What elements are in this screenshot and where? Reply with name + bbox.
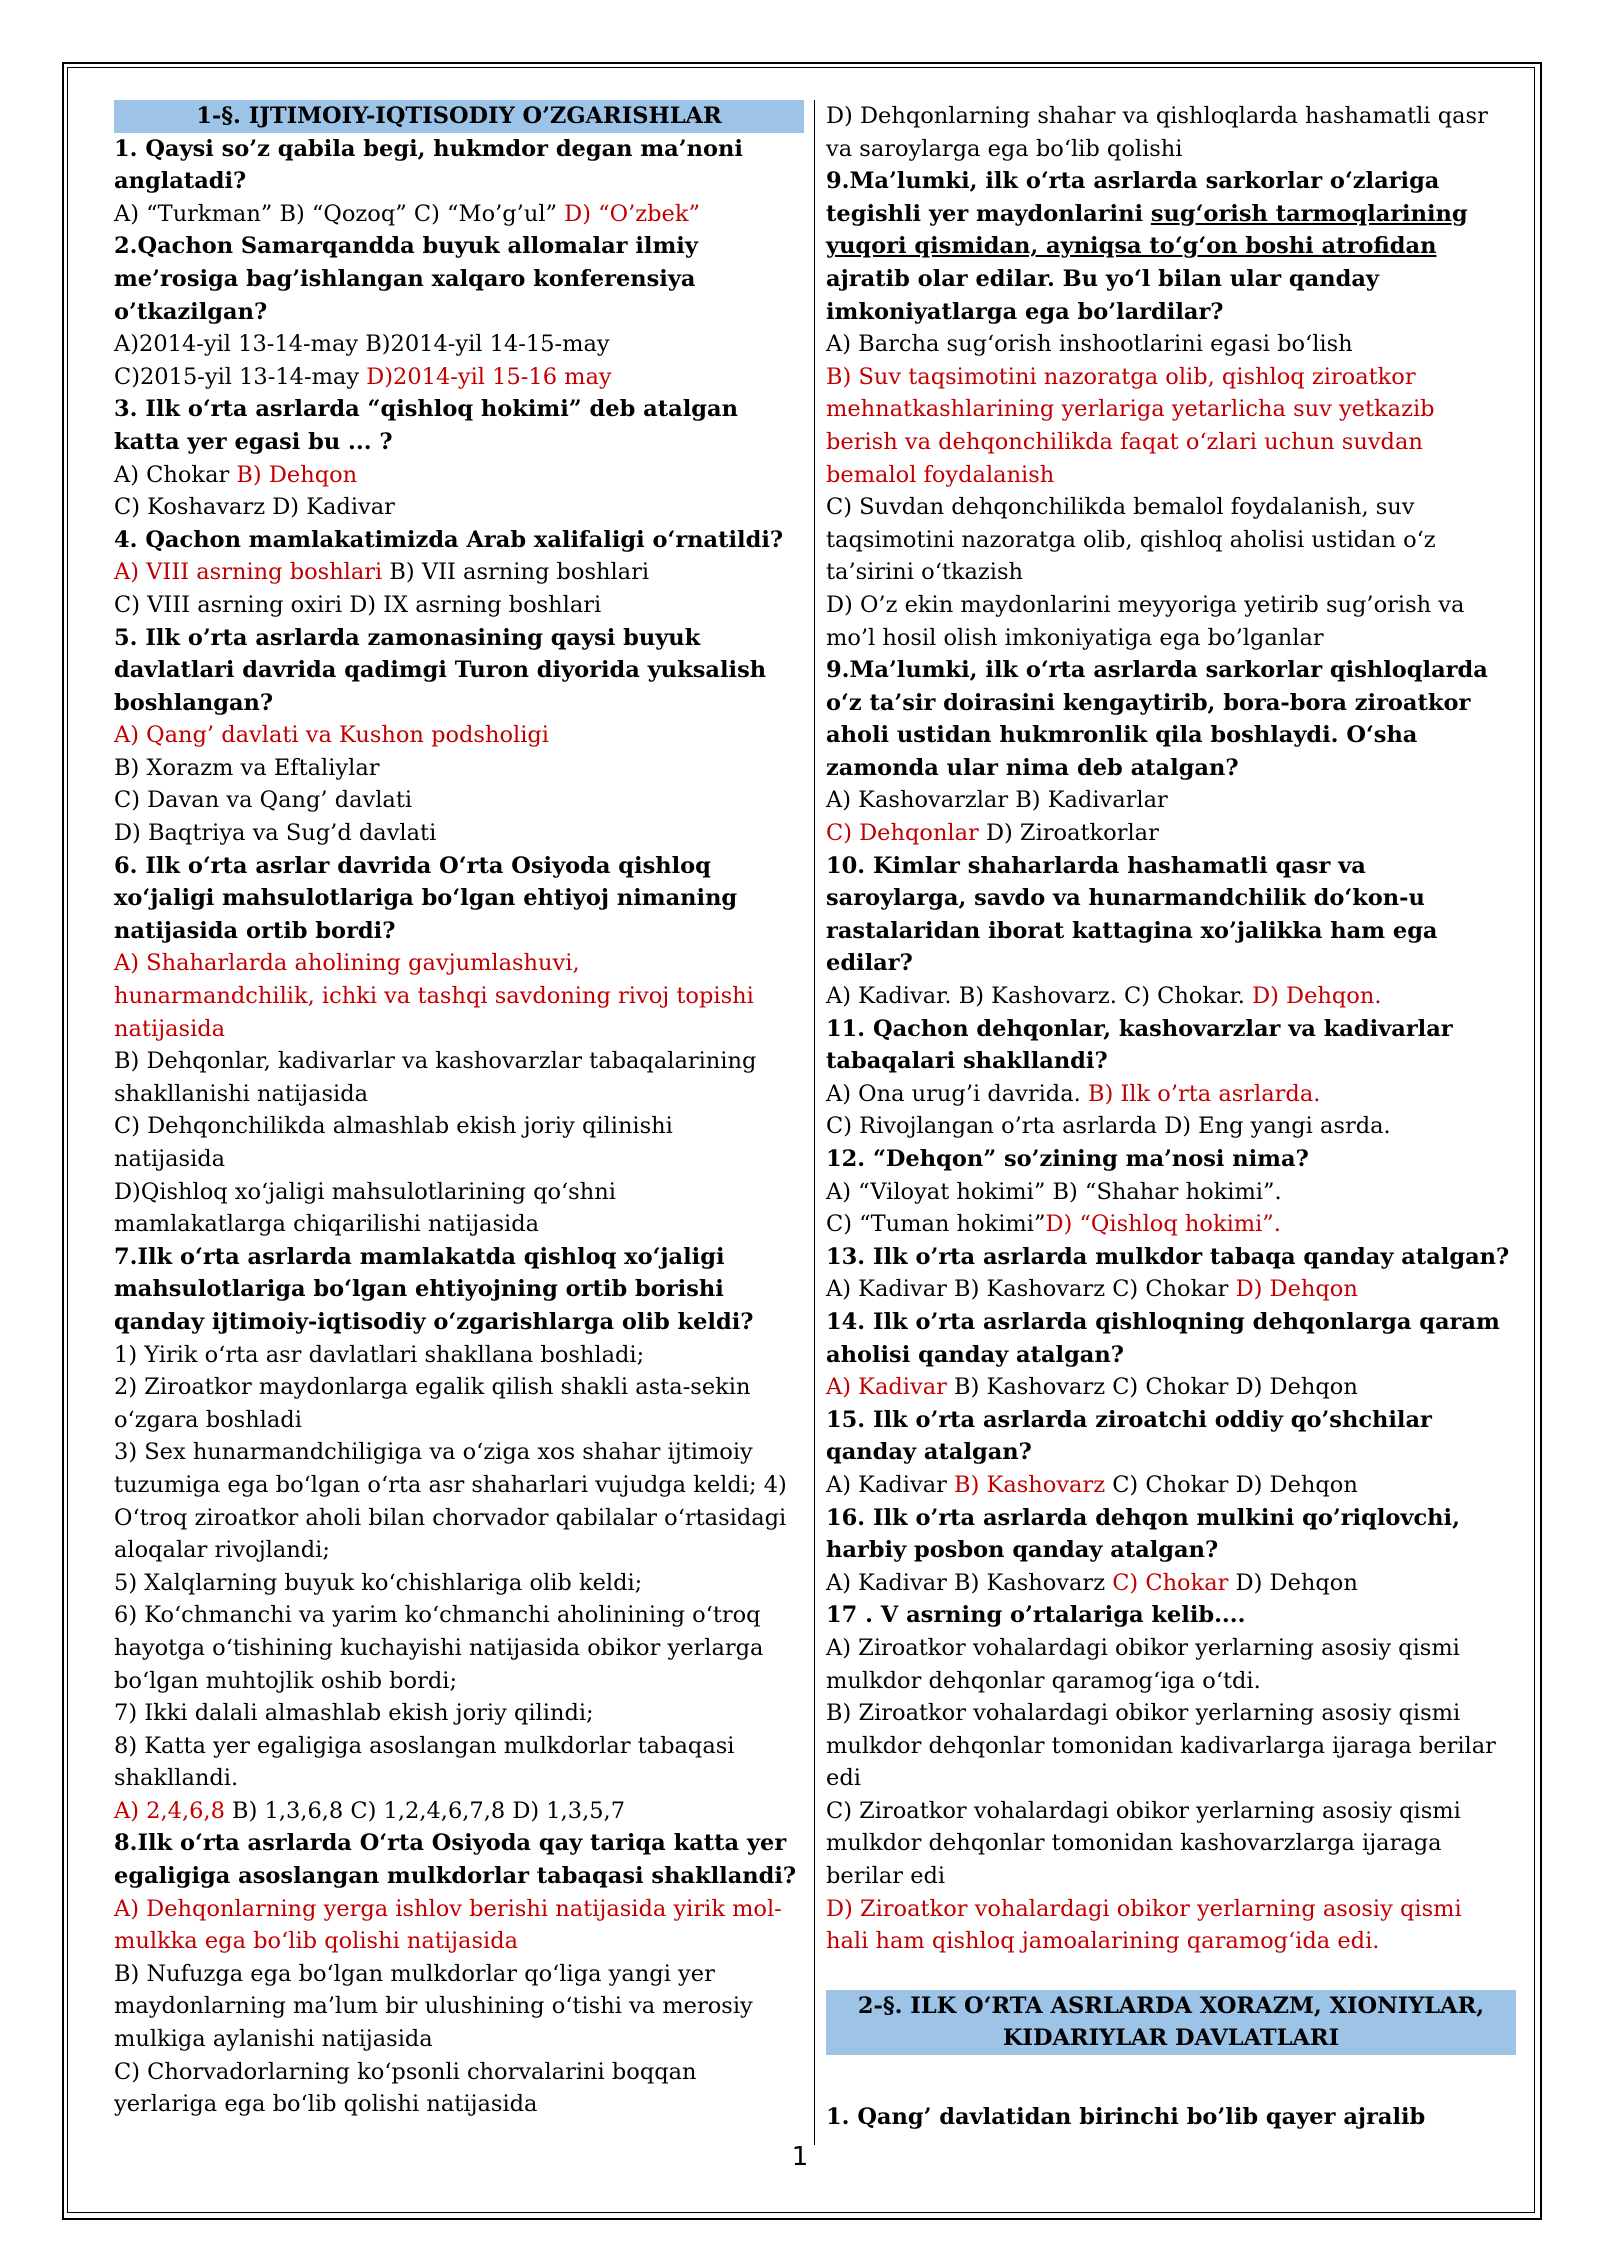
correct-answer-text: A) Kadivar: [826, 1374, 947, 1401]
text-line: [826, 1502, 1516, 1535]
correct-answer-text: B) Suv taqsimotini nazoratga olib, qishloq ziroatkor: [826, 363, 1416, 390]
text-line: [826, 100, 1516, 133]
text-line: [826, 784, 1516, 817]
text-line: [114, 491, 804, 524]
question-text: 3. Ilk o‘rta asrlarda “qishloq hokimi” deb atalgan: [114, 396, 738, 423]
right-question-list-section-2: [826, 2101, 1516, 2134]
text-line: [114, 622, 804, 655]
correct-answer-text: hali ham qishloq jamoalarining qaramog‘ida edi.: [826, 1928, 1380, 1955]
question-text: xo‘jaligi mahsulotlariga bo‘lgan ehtiyoj nimaning: [114, 885, 738, 912]
text-line: [114, 1665, 804, 1698]
section-1-header: 1-§. IJTIMOIY-IQTISODIY O’ZGARISHLAR: [114, 100, 804, 133]
section-2-header-line1: 2-§. ILK O‘RTA ASRLARDA XORAZM, XIONIYLAR,: [857, 1992, 1485, 2019]
answer-text: 8) Katta yer egaligiga asoslangan mulkdorlar tabaqasi: [114, 1732, 735, 1759]
right-question-list: [826, 100, 1516, 1958]
text-line: [826, 263, 1516, 296]
question-text: egaligiga asoslangan mulkdorlar tabaqasi shakllandi?: [114, 1863, 797, 1890]
answer-text: C) Ziroatkor vohalardagi obikor yerlarning asosiy qismi: [826, 1797, 1461, 1824]
page-number: 1: [791, 2142, 809, 2172]
text-line: [826, 687, 1516, 720]
text-line: [826, 1632, 1516, 1665]
correct-answer-text: C) Chokar: [1112, 1569, 1229, 1596]
question-text: o’tkazilgan?: [114, 298, 268, 325]
correct-answer-text: mulkka ega bo‘lib qolishi natijasida: [114, 1928, 519, 1955]
text-line: [826, 1893, 1516, 1926]
question-text: 5. Ilk o’rta asrlarda zamonasining qaysi buyuk: [114, 624, 701, 651]
answer-text: B) VII asrning boshlari: [382, 559, 650, 586]
answer-text: A) “Turkman” B) “Qozoq” C) “Mo’g’ul”: [114, 200, 565, 227]
text-line: [114, 850, 804, 883]
question-text: 12. “Dehqon” so’zining ma’nosi nima?: [826, 1146, 1309, 1172]
answer-text: C)2015-yil 13-14-may: [114, 363, 367, 390]
text-line: [826, 915, 1516, 948]
answer-text: berilar edi: [826, 1863, 946, 1890]
answer-text: A) Ona urug’i davrida.: [826, 1080, 1088, 1107]
correct-answer-text: B) Dehqon: [236, 461, 358, 488]
text-line: [114, 947, 804, 980]
text-line: [114, 1502, 804, 1535]
question-text: 9.Ma’lumki, ilk o‘rta asrlarda sarkorlar o‘zlariga: [826, 168, 1440, 195]
text-line: [114, 752, 804, 785]
answer-text: C) Suvdan dehqonchilikda bemalol foydalanish, suv: [826, 494, 1415, 521]
text-line: [826, 1762, 1516, 1795]
question-text: 7.Ilk o‘rta asrlarda mamlakatda qishloq xo‘jaligi: [114, 1243, 725, 1270]
text-line: [826, 524, 1516, 557]
text-line: [826, 817, 1516, 850]
text-line: [114, 1241, 804, 1274]
answer-text: mamlakatlarga chiqarilishi natijasida: [114, 1211, 540, 1238]
answer-text: B) 1,3,6,8 C) 1,2,4,6,7,8 D) 1,3,5,7: [224, 1797, 626, 1824]
answer-text: va saroylarga ega bo‘lib qolishi: [826, 135, 1183, 162]
text-line: [114, 459, 804, 492]
text-line: [826, 1013, 1516, 1046]
answer-text: A) Kadivar B) Kashovarz: [826, 1569, 1113, 1596]
answer-text: C) Davan va Qang’ davlati: [114, 787, 413, 814]
question-text: natijasida ortib bordi?: [114, 917, 396, 944]
answer-text: C) “Tuman hokimi”: [826, 1211, 1046, 1238]
text-line: [826, 1534, 1516, 1567]
text-line: [826, 1827, 1516, 1860]
correct-answer-text: D) Dehqon.: [1252, 983, 1382, 1010]
question-text: 9.Ma’lumki, ilk o‘rta asrlarda sarkorlar qishloqlarda: [826, 657, 1488, 684]
section-2-header-line2: KIDARIYLAR DAVLATLARI: [1002, 2025, 1340, 2052]
text-line: [826, 589, 1516, 622]
answer-text: shakllandi.: [114, 1765, 239, 1792]
text-line: [826, 328, 1516, 361]
text-line: [114, 687, 804, 720]
text-line: [114, 1534, 804, 1567]
text-line: [826, 1306, 1516, 1339]
answer-text: mulkdor dehqonlar tomonidan kashovarzlarga ijaraga: [826, 1830, 1442, 1857]
answer-text: C) Chokar D) Dehqon: [1105, 1471, 1358, 1498]
section-2-header: [826, 1990, 1516, 2055]
correct-answer-text: mehnatkashlarining yerlariga yetarlicha suv yetkazib: [826, 396, 1435, 423]
text-line: [826, 850, 1516, 883]
answer-text: B) Xorazm va Eftaliylar: [114, 754, 380, 781]
text-line: [826, 1078, 1516, 1111]
answer-text: B) Nufuzga ega bo‘lgan mulkdorlar qo‘liga yangi yer: [114, 1960, 715, 1987]
text-line: [826, 165, 1516, 198]
correct-answer-text: B) Ilk o’rta asrlarda.: [1087, 1080, 1321, 1107]
correct-answer-text: natijasida: [114, 1015, 226, 1042]
answer-text: A) Kadivar: [826, 1471, 955, 1498]
question-text: 16. Ilk o’rta asrlarda dehqon mulkini qo’riqlovchi,: [826, 1504, 1460, 1531]
answer-text: 7) Ikki dalali almashlab ekish joriy qilindi;: [114, 1700, 594, 1727]
question-text: 13. Ilk o’rta asrlarda mulkdor tabaqa qanday atalgan?: [826, 1243, 1510, 1270]
question-text: aholi ustidan hukmronlik qila boshlaydi. O‘sha: [826, 722, 1418, 749]
text-line: [826, 556, 1516, 589]
question-text: katta yer egasi bu ... ?: [114, 428, 393, 455]
text-line: [826, 980, 1516, 1013]
question-text: anglatadi?: [114, 168, 247, 195]
text-line: [826, 491, 1516, 524]
text-line: [826, 1925, 1516, 1958]
question-text: tabaqalari shakllandi?: [826, 1048, 1108, 1075]
text-line: [114, 426, 804, 459]
text-line: [114, 230, 804, 263]
question-text: zamonda ular nima deb atalgan?: [826, 754, 1239, 781]
correct-answer-text: D) Dehqon: [1235, 1276, 1358, 1303]
question-text: yuqori qismidan, ayniqsa to‘g‘on boshi atrofidan: [826, 233, 1437, 260]
text-line: [826, 752, 1516, 785]
correct-answer-text: A) Shaharlarda aholining gavjumlashuvi,: [114, 950, 580, 977]
answer-text: C) Dehqonchilikda almashlab ekish joriy qilinishi: [114, 1113, 673, 1140]
correct-answer-text: A) Qang’ davlati va Kushon podsholigi: [114, 722, 550, 749]
answer-text: A)2014-yil 13-14-may B)2014-yil 14-15-may: [114, 331, 610, 358]
answer-text: 1) Yirik o‘rta asr davlatlari shakllana boshladi;: [114, 1341, 645, 1368]
question-text: 17 . V asrning o’rtalariga kelib....: [826, 1602, 1246, 1629]
text-line: [114, 328, 804, 361]
answer-text: ta’sirini o‘tkazish: [826, 559, 1024, 586]
text-line: [826, 654, 1516, 687]
text-line: [826, 1730, 1516, 1763]
answer-text: B) Ziroatkor vohalardagi obikor yerlarning asosiy qismi: [826, 1700, 1461, 1727]
answer-text: mulkdor dehqonlar tomonidan kadivarlarga ijaraga berilar: [826, 1732, 1496, 1759]
text-line: [826, 230, 1516, 263]
answer-text: taqsimotini nazoratga olib, qishloq aholisi ustidan o‘z: [826, 526, 1436, 553]
answer-text: A) Barcha sug‘orish inshootlarini egasi bo‘lish: [826, 331, 1353, 358]
answer-text: O‘troq ziroatkor aholi bilan chorvador qabilalar o‘rtasidagi: [114, 1504, 787, 1531]
answer-text: D)Qishloq xo‘jaligi mahsulotlarining qo‘shni: [114, 1178, 616, 1205]
question-text: 1. Qang’ davlatidan birinchi bo’lib qayer ajralib: [826, 2104, 1426, 2131]
answer-text: maydonlarning ma’lum bir ulushining o‘tishi va merosiy: [114, 1993, 753, 2020]
text-line: [114, 296, 804, 329]
question-text: 1. Qaysi so’z qabila begi, hukmdor degan ma’noni: [114, 135, 743, 162]
correct-answer-text: C) Dehqonlar: [826, 820, 979, 847]
answer-text: A) Kadivar. B) Kashovarz. C) Chokar.: [826, 983, 1253, 1010]
text-line: [114, 361, 804, 394]
question-text: 8.Ilk o‘rta asrlarda O‘rta Osiyoda qay tariqa katta yer: [114, 1830, 787, 1857]
correct-answer-text: hunarmandchilik, ichki va tashqi savdoning rivoj topishi: [114, 983, 754, 1010]
text-line: [114, 1730, 804, 1763]
text-line: [114, 817, 804, 850]
answer-text: 3) Sex hunarmandchiligiga va o‘ziga xos shahar ijtimoiy: [114, 1439, 753, 1466]
question-text: 6. Ilk o‘rta asrlar davrida O‘rta Osiyoda qishloq: [114, 852, 711, 879]
text-line: [826, 1208, 1516, 1241]
text-line: [826, 426, 1516, 459]
text-line: [826, 1697, 1516, 1730]
answer-text: D) Dehqon: [1228, 1569, 1358, 1596]
answer-text: shakllanishi natijasida: [114, 1080, 369, 1107]
answer-text: o‘zgara boshladi: [114, 1406, 302, 1433]
answer-text: bo‘lgan muhtojlik oshib bordi;: [114, 1667, 458, 1694]
answer-text: yerlariga ega bo‘lib qolishi natijasida: [114, 2091, 538, 2118]
question-text: imkoniyatlarga ega bo’lardilar?: [826, 298, 1224, 325]
text-line: [114, 393, 804, 426]
question-text: mahsulotlariga bo‘lgan ehtiyojning ortib borishi: [114, 1276, 724, 1303]
text-line: [826, 1436, 1516, 1469]
text-line: [114, 1893, 804, 1926]
text-line: [826, 361, 1516, 394]
section-gap: [826, 2055, 1516, 2101]
text-line: [826, 1599, 1516, 1632]
question-text: o‘z ta’sir doirasini kengaytirib, bora-bora ziroatkor: [826, 689, 1471, 716]
question-text: qanday ijtimoiy-iqtisodiy o‘zgarishlarga olib keldi?: [114, 1308, 754, 1335]
answer-text: hayotga o‘tishining kuchayishi natijasida obikor yerlarga: [114, 1634, 764, 1661]
correct-answer-text: D) Ziroatkor vohalardagi obikor yerlarning asosiy qismi: [826, 1895, 1462, 1922]
answer-text: C) Koshavarz D) Kadivar: [114, 494, 395, 521]
answer-text: A) Kadivar B) Kashovarz C) Chokar: [826, 1276, 1236, 1303]
correct-answer-text: D) “Qishloq hokimi”.: [1045, 1211, 1281, 1238]
text-line: [826, 1795, 1516, 1828]
answer-text: C) Chorvadorlarning ko‘psonli chorvalarini boqqan: [114, 2058, 697, 2085]
answer-text: 5) Xalqlarning buyuk ko‘chishlariga olib keldi;: [114, 1569, 643, 1596]
text-line: [826, 719, 1516, 752]
correct-answer-text: berish va dehqonchilikda faqat o‘zlari uchun suvdan: [826, 428, 1423, 455]
text-line: [114, 1436, 804, 1469]
text-line: [826, 1241, 1516, 1274]
answer-text: D) Dehqonlarning shahar va qishloqlarda hashamatli qasr: [826, 103, 1488, 129]
answer-text: mulkdor dehqonlar qaramog‘iga o‘tdi.: [826, 1667, 1261, 1694]
text-line: [826, 1371, 1516, 1404]
question-text: ajratib olar edilar. Bu yo‘l bilan ular qanday: [826, 265, 1379, 292]
text-line: [114, 1176, 804, 1209]
text-line: [114, 1306, 804, 1339]
answer-text: A) Chokar: [114, 461, 237, 488]
answer-text: D) Baqtriya va Sug’d davlati: [114, 820, 437, 847]
text-line: [114, 654, 804, 687]
text-line: [114, 524, 804, 557]
text-line: [826, 1469, 1516, 1502]
text-line: [114, 980, 804, 1013]
answer-text: A) Kashovarzlar B) Kadivarlar: [826, 787, 1168, 814]
text-line: [114, 1697, 804, 1730]
text-line: [114, 1567, 804, 1600]
text-line: [826, 1143, 1516, 1176]
text-line: [826, 1339, 1516, 1372]
text-line: [114, 556, 804, 589]
correct-answer-text: A) VIII asrning boshlari: [114, 559, 383, 586]
text-line: [114, 1599, 804, 1632]
correct-answer-text: B) Kashovarz: [954, 1471, 1106, 1498]
question-text: qanday atalgan?: [826, 1439, 1032, 1466]
text-line: [114, 1273, 804, 1306]
text-line: [114, 198, 804, 231]
text-line: [114, 1078, 804, 1111]
answer-text: aloqalar rivojlandi;: [114, 1537, 330, 1564]
text-line: [114, 1339, 804, 1372]
question-text: 10. Kimlar shaharlarda hashamatli qasr va: [826, 852, 1366, 879]
correct-answer-text: D)2014-yil 15-16 may: [366, 363, 612, 390]
text-line: [114, 915, 804, 948]
left-column: [114, 100, 804, 2121]
text-line: [114, 2023, 804, 2056]
section-gap: [826, 1958, 1516, 1976]
correct-answer-text: bemalol foydalanish: [826, 461, 1055, 488]
correct-answer-text: A) 2,4,6,8: [114, 1797, 225, 1824]
question-text: 14. Ilk o’rta asrlarda qishloqning dehqonlarga qaram: [826, 1308, 1500, 1335]
text-line: [114, 1013, 804, 1046]
text-line: [114, 1469, 804, 1502]
text-line: [114, 1990, 804, 2023]
answer-text: natijasida: [114, 1146, 226, 1172]
answer-text: C) Rivojlangan o’rta asrlarda D) Eng yangi asrda.: [826, 1113, 1391, 1140]
answer-text: 6) Ko‘chmanchi va yarim ko‘chmanchi aholinining o‘troq: [114, 1602, 761, 1629]
text-line: [114, 1371, 804, 1404]
text-line: [826, 1273, 1516, 1306]
question-text: edilar?: [826, 950, 913, 977]
text-line: [114, 589, 804, 622]
text-line: [114, 1404, 804, 1437]
text-line: [826, 393, 1516, 426]
text-line: [114, 719, 804, 752]
text-line: [826, 459, 1516, 492]
text-line: [114, 1632, 804, 1665]
text-line: [114, 1143, 804, 1176]
question-text: 11. Qachon dehqonlar, kashovarzlar va kadivarlar: [826, 1015, 1453, 1042]
text-line: [114, 784, 804, 817]
answer-text: C) VIII asrning oxiri D) IX asrning boshlari: [114, 591, 602, 618]
question-text: boshlangan?: [114, 689, 274, 716]
question-text: rastalaridan iborat kattagina xo’jalikka ham ega: [826, 917, 1438, 944]
text-line: [826, 1665, 1516, 1698]
text-line: [114, 1827, 804, 1860]
question-text: tegishli yer maydonlarini: [826, 200, 1151, 227]
text-line: [826, 2101, 1516, 2134]
answer-text: A) “Viloyat hokimi” B) “Shahar hokimi”.: [826, 1178, 1282, 1205]
text-line: [114, 1110, 804, 1143]
text-line: [114, 1958, 804, 1991]
text-line: [114, 2088, 804, 2121]
correct-answer-text: D) “O’zbek”: [564, 200, 700, 227]
text-line: [826, 1567, 1516, 1600]
question-text: saroylarga, savdo va hunarmandchilik do‘kon-u: [826, 885, 1425, 912]
text-line: [114, 133, 804, 166]
text-line: [114, 1762, 804, 1795]
text-line: [826, 1045, 1516, 1078]
right-column: [826, 100, 1516, 2134]
text-line: [114, 1860, 804, 1893]
text-line: [826, 1860, 1516, 1893]
left-question-list: [114, 133, 804, 2121]
text-line: [114, 263, 804, 296]
answer-text: B) Dehqonlar, kadivarlar va kashovarzlar tabaqalarining: [114, 1048, 757, 1075]
answer-text: tuzumiga ega bo‘lgan o‘rta asr shaharlari vujudga keldi; 4): [114, 1471, 787, 1498]
text-line: [826, 133, 1516, 166]
question-text: 4. Qachon mamlakatimizda Arab xalifaligi o‘rnatildi?: [114, 526, 784, 553]
answer-text: mulkiga aylanishi natijasida: [114, 2026, 433, 2053]
question-text: 2.Qachon Samarqandda buyuk allomalar ilmiy: [114, 233, 698, 260]
answer-text: A) Ziroatkor vohalardagi obikor yerlarning asosiy qismi: [826, 1634, 1460, 1661]
text-line: [826, 296, 1516, 329]
correct-answer-text: A) Dehqonlarning yerga ishlov berishi natijasida yirik mol-: [114, 1895, 782, 1922]
question-text: aholisi qanday atalgan?: [826, 1341, 1124, 1368]
question-text: sug‘orish tarmoqlarining: [1150, 200, 1468, 227]
text-line: [114, 1795, 804, 1828]
question-text: harbiy posbon qanday atalgan?: [826, 1537, 1219, 1564]
text-line: [826, 1404, 1516, 1437]
text-line: [826, 198, 1516, 231]
text-line: [826, 947, 1516, 980]
question-text: 15. Ilk o’rta asrlarda ziroatchi oddiy qo’shchilar: [826, 1406, 1432, 1433]
text-line: [826, 882, 1516, 915]
text-line: [826, 622, 1516, 655]
answer-text: mo’l hosil olish imkoniyatiga ega bo’lganlar: [826, 624, 1324, 651]
text-line: [114, 2056, 804, 2089]
column-divider: [814, 100, 815, 2145]
text-line: [826, 1110, 1516, 1143]
text-line: [114, 882, 804, 915]
answer-text: D) O’z ekin maydonlarini meyyoriga yetirib sug’orish va: [826, 591, 1465, 618]
answer-text: B) Kashovarz C) Chokar D) Dehqon: [946, 1374, 1358, 1401]
text-line: [114, 165, 804, 198]
text-line: [114, 1925, 804, 1958]
text-line: [114, 1045, 804, 1078]
question-text: me’rosiga bag’ishlangan xalqaro konferensiya: [114, 265, 696, 292]
answer-text: 2) Ziroatkor maydonlarga egalik qilish shakli asta-sekin: [114, 1374, 751, 1401]
answer-text: edi: [826, 1765, 861, 1792]
question-text: davlatlari davrida qadimgi Turon diyorida yuksalish: [114, 657, 767, 684]
answer-text: D) Ziroatkorlar: [978, 820, 1159, 847]
text-line: [114, 1208, 804, 1241]
text-line: [826, 1176, 1516, 1209]
